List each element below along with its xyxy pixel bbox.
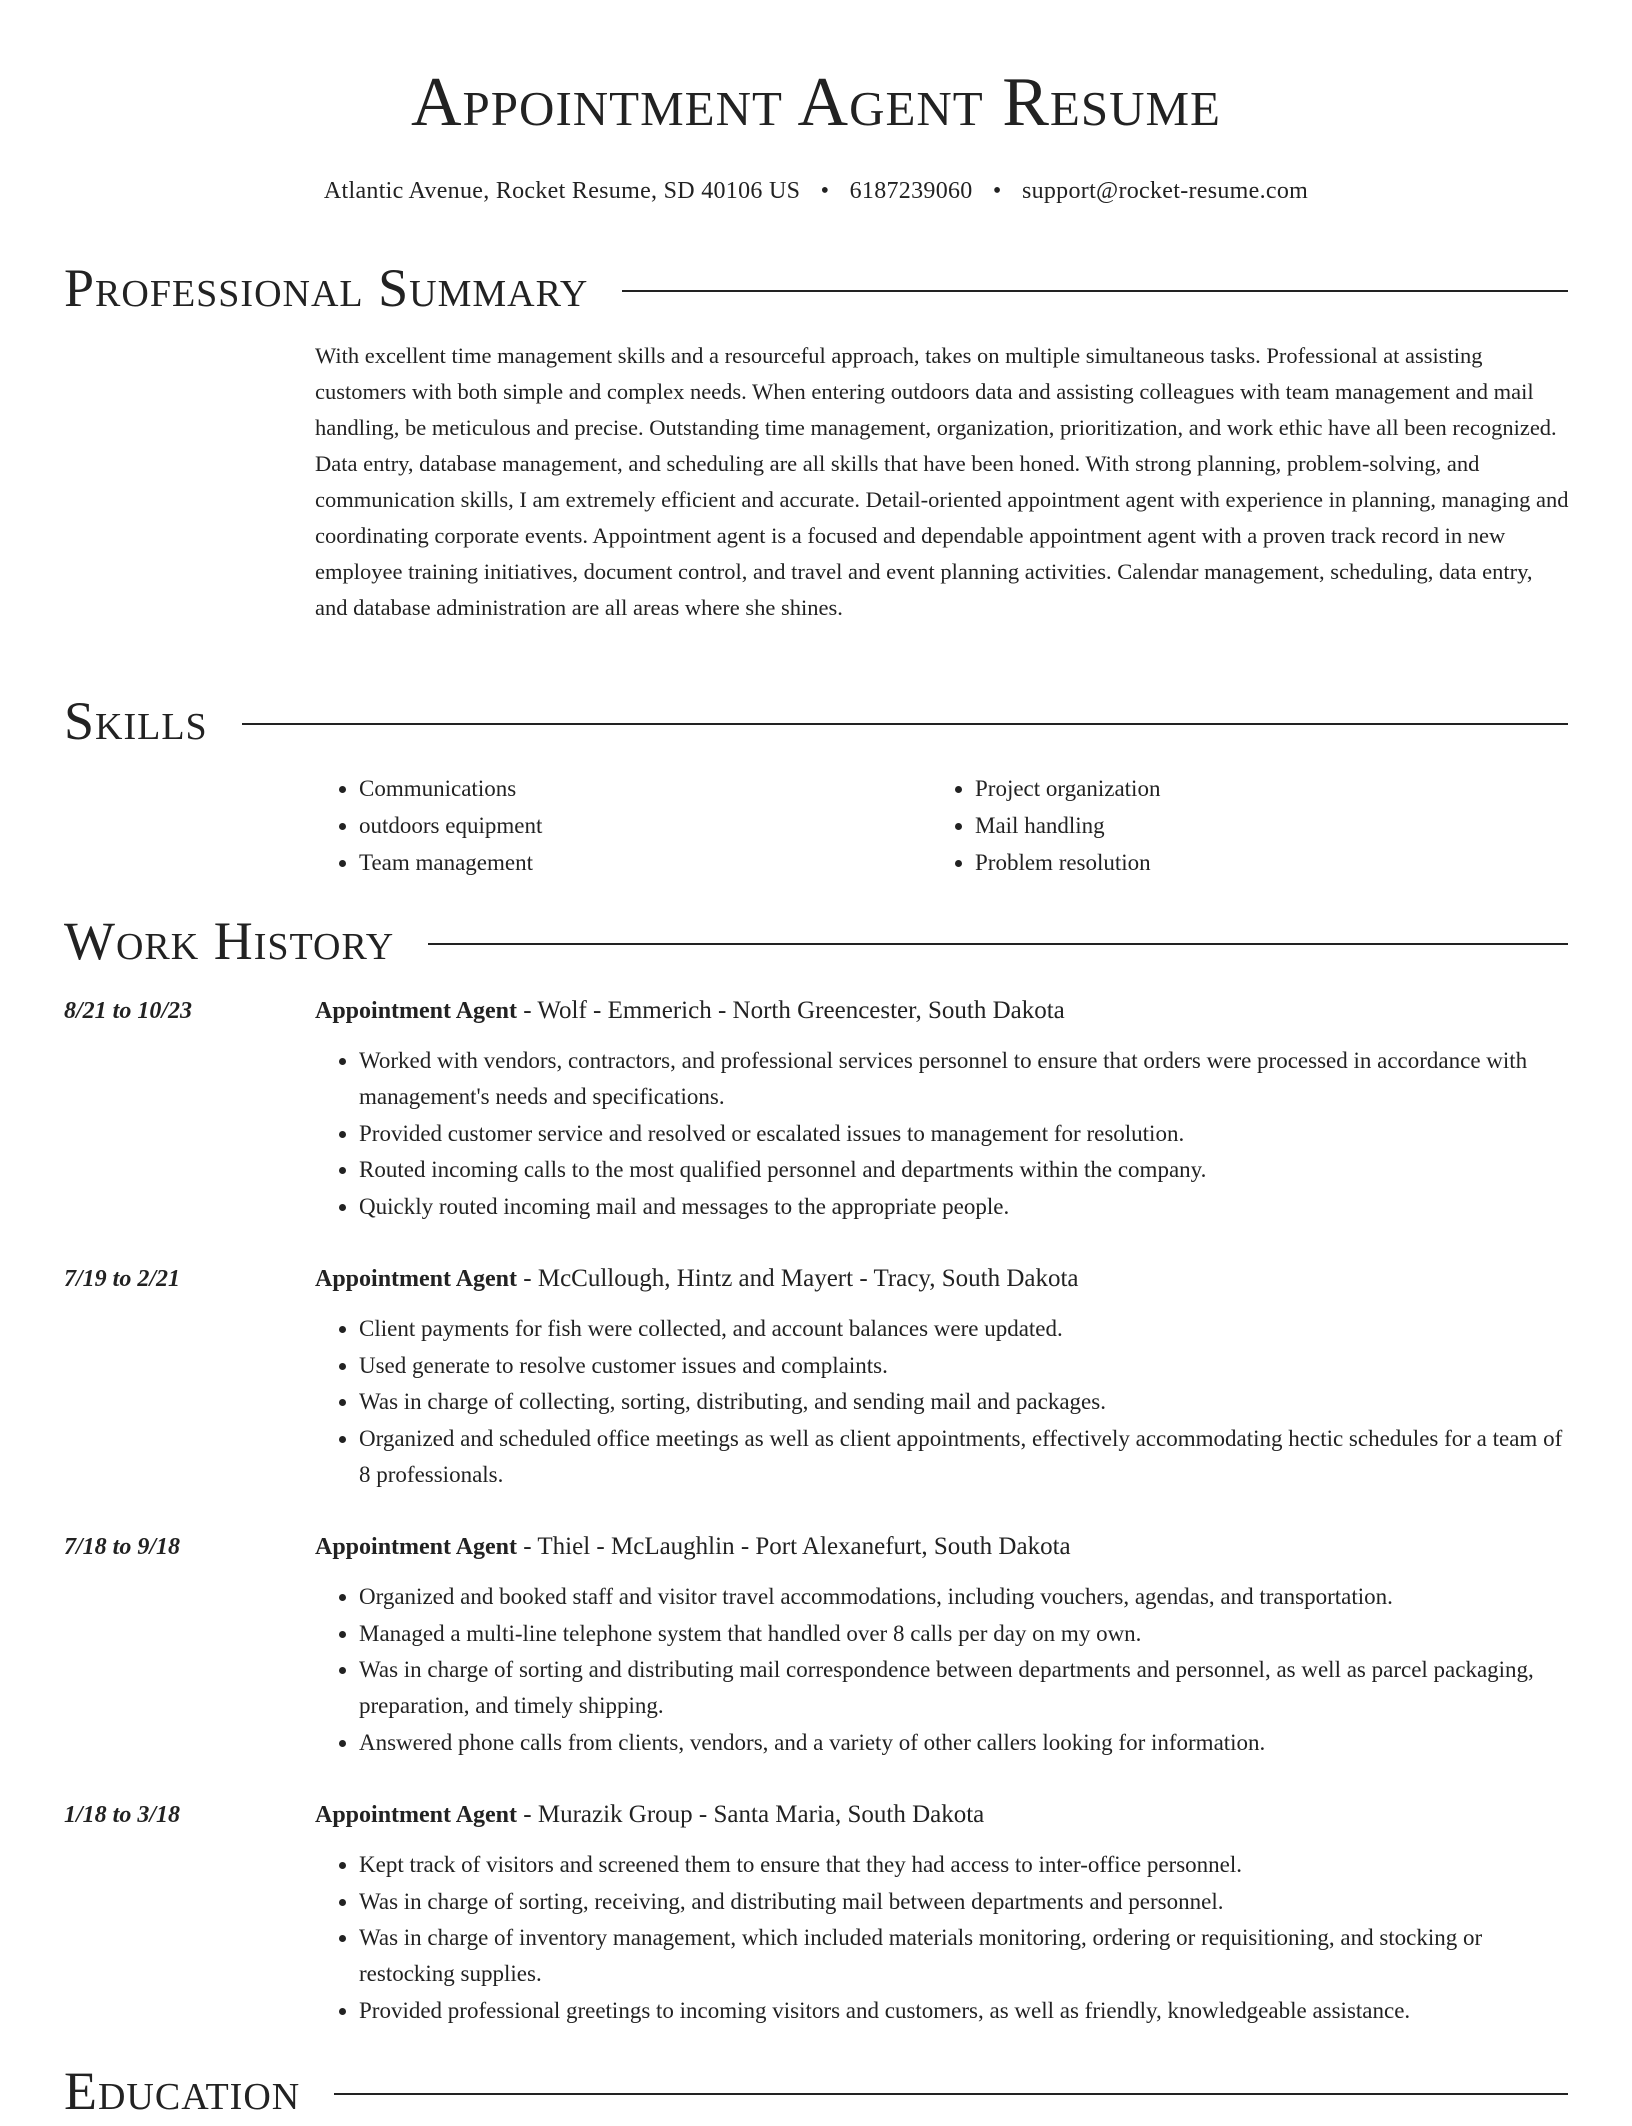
skill-item: • Mail handling (975, 807, 1547, 844)
summary-text: With excellent time management skills and a resourceful approach, takes on multiple simultaneous tasks. Professional at assisting customers with both simple and complex needs. When entering outdoors data and assisting colleagues with team management and mail handling, be meticulous and precise. Outstanding time management, organization, prioritization, and work ethic have all been recognized. Data entry, database management, and scheduling are all skills that have been honed. With strong planning, problem-solving, and communication skills, I am extremely efficient and accurate. Detail-oriented appointment agent with experience in planning, managing and coordinating corporate events. Appointment agent is a focused and dependable appointment agent with a proven track record in new employee training initiatives, document control, and travel and event planning activities. Calendar management, scheduling, data entry, and database administration are all areas where she shines. (315, 343, 1569, 620)
skill-item: • Problem resolution (975, 844, 1547, 881)
section-header-work-history (64, 906, 1568, 976)
section-divider (334, 2093, 1568, 2095)
section-title-summary: Professional Summary (64, 258, 589, 318)
job-bullets (315, 1311, 1570, 1493)
job-role: Appointment Agent (315, 998, 518, 1024)
job-bullet: • Kept track of visitors and screened them to ensure that they had access to inter-office personnel. (359, 1847, 1570, 1883)
job-employer: - Wolf - Emmerich - North Greencester, South Dakota (517, 997, 1065, 1024)
job-date: 1/18 to 3/18 (64, 1802, 181, 1828)
skills-column-right (931, 770, 1547, 881)
skills-list (315, 770, 1570, 881)
skill-item: • Team management (359, 844, 931, 881)
job-heading (315, 1529, 1570, 1565)
skills-column-left (315, 770, 931, 881)
job-date: 7/19 to 2/21 (64, 1266, 181, 1292)
job-bullets (315, 1043, 1570, 1225)
job-bullet: • Was in charge of collecting, sorting, distributing, and sending mail and packages. (359, 1384, 1570, 1420)
job-bullet: • Organized and scheduled office meetings as well as client appointments, effectively accommodating hectic schedules for a team of 8 professionals. (359, 1421, 1570, 1493)
contact-separator: • (992, 178, 1002, 204)
job-bullet: • Was in charge of sorting and distributing mail correspondence between departments and personnel, as well as parcel packaging, preparation, and timely shipping. (359, 1652, 1570, 1724)
job-bullets (315, 1847, 1570, 2029)
job-heading (315, 1261, 1570, 1297)
job-employer: - Murazik Group - Santa Maria, South Dakota (517, 1801, 985, 1828)
job-heading (315, 993, 1570, 1029)
skill-item: • Project organization (975, 770, 1547, 807)
job-bullet: • Was in charge of sorting, receiving, and distributing mail between departments and personnel. (359, 1884, 1570, 1920)
job-date: 7/18 to 9/18 (64, 1534, 181, 1560)
job-role: Appointment Agent (315, 1534, 518, 1560)
job-bullet: • Quickly routed incoming mail and messages to the appropriate people. (359, 1189, 1570, 1225)
skill-item: • outdoors equipment (359, 807, 931, 844)
job-bullet: • Organized and booked staff and visitor travel accommodations, including vouchers, agendas, and transportation. (359, 1579, 1570, 1615)
contact-phone: 6187239060 (849, 178, 973, 204)
section-header-skills (64, 686, 1568, 756)
job-employer: - McCullough, Hintz and Mayert - Tracy, South Dakota (517, 1265, 1079, 1292)
job-bullet: • Used generate to resolve customer issues and complaints. (359, 1348, 1570, 1384)
contact-line (0, 174, 1632, 208)
job-date: 8/21 to 10/23 (64, 998, 193, 1024)
job-role: Appointment Agent (315, 1802, 518, 1828)
job-bullet: • Client payments for fish were collected, and account balances were updated. (359, 1311, 1570, 1347)
job-role: Appointment Agent (315, 1266, 518, 1292)
section-title-work-history: Work History (64, 911, 395, 971)
job-bullet: • Managed a multi-line telephone system that handled over 8 calls per day on my own. (359, 1616, 1570, 1652)
contact-address: Atlantic Avenue, Rocket Resume, SD 40106 US (323, 178, 801, 204)
section-divider (242, 723, 1568, 725)
page-title: Appointment Agent Resume (411, 64, 1221, 141)
job-bullets (315, 1579, 1570, 1761)
section-title-skills: Skills (64, 691, 208, 751)
job-bullet: • Answered phone calls from clients, vendors, and a variety of other callers looking for information. (359, 1725, 1570, 1761)
job-bullet: • Provided professional greetings to incoming visitors and customers, as well as friendly, knowledgeable assistance. (359, 1993, 1570, 2029)
job-employer: - Thiel - McLaughlin - Port Alexanefurt, South Dakota (517, 1533, 1071, 1560)
contact-separator: • (820, 178, 830, 204)
skill-item: • Communications (359, 770, 931, 807)
section-header-education (64, 2056, 1568, 2126)
job-heading (315, 1797, 1570, 1833)
job-bullet: • Was in charge of inventory management, which included materials monitoring, ordering or requisitioning, and stocking or restocking supplies. (359, 1920, 1570, 1992)
section-divider (428, 943, 1568, 945)
section-header-summary (64, 253, 1568, 323)
job-bullet: • Routed incoming calls to the most qualified personnel and departments within the company. (359, 1152, 1570, 1188)
section-title-education: Education (64, 2061, 301, 2121)
section-divider (622, 290, 1568, 292)
contact-email: support@rocket-resume.com (1021, 178, 1309, 204)
job-bullet: • Provided customer service and resolved or escalated issues to management for resolution. (359, 1116, 1570, 1152)
job-bullet: • Worked with vendors, contractors, and professional services personnel to ensure that orders were processed in accordance with management's needs and specifications. (359, 1043, 1570, 1115)
